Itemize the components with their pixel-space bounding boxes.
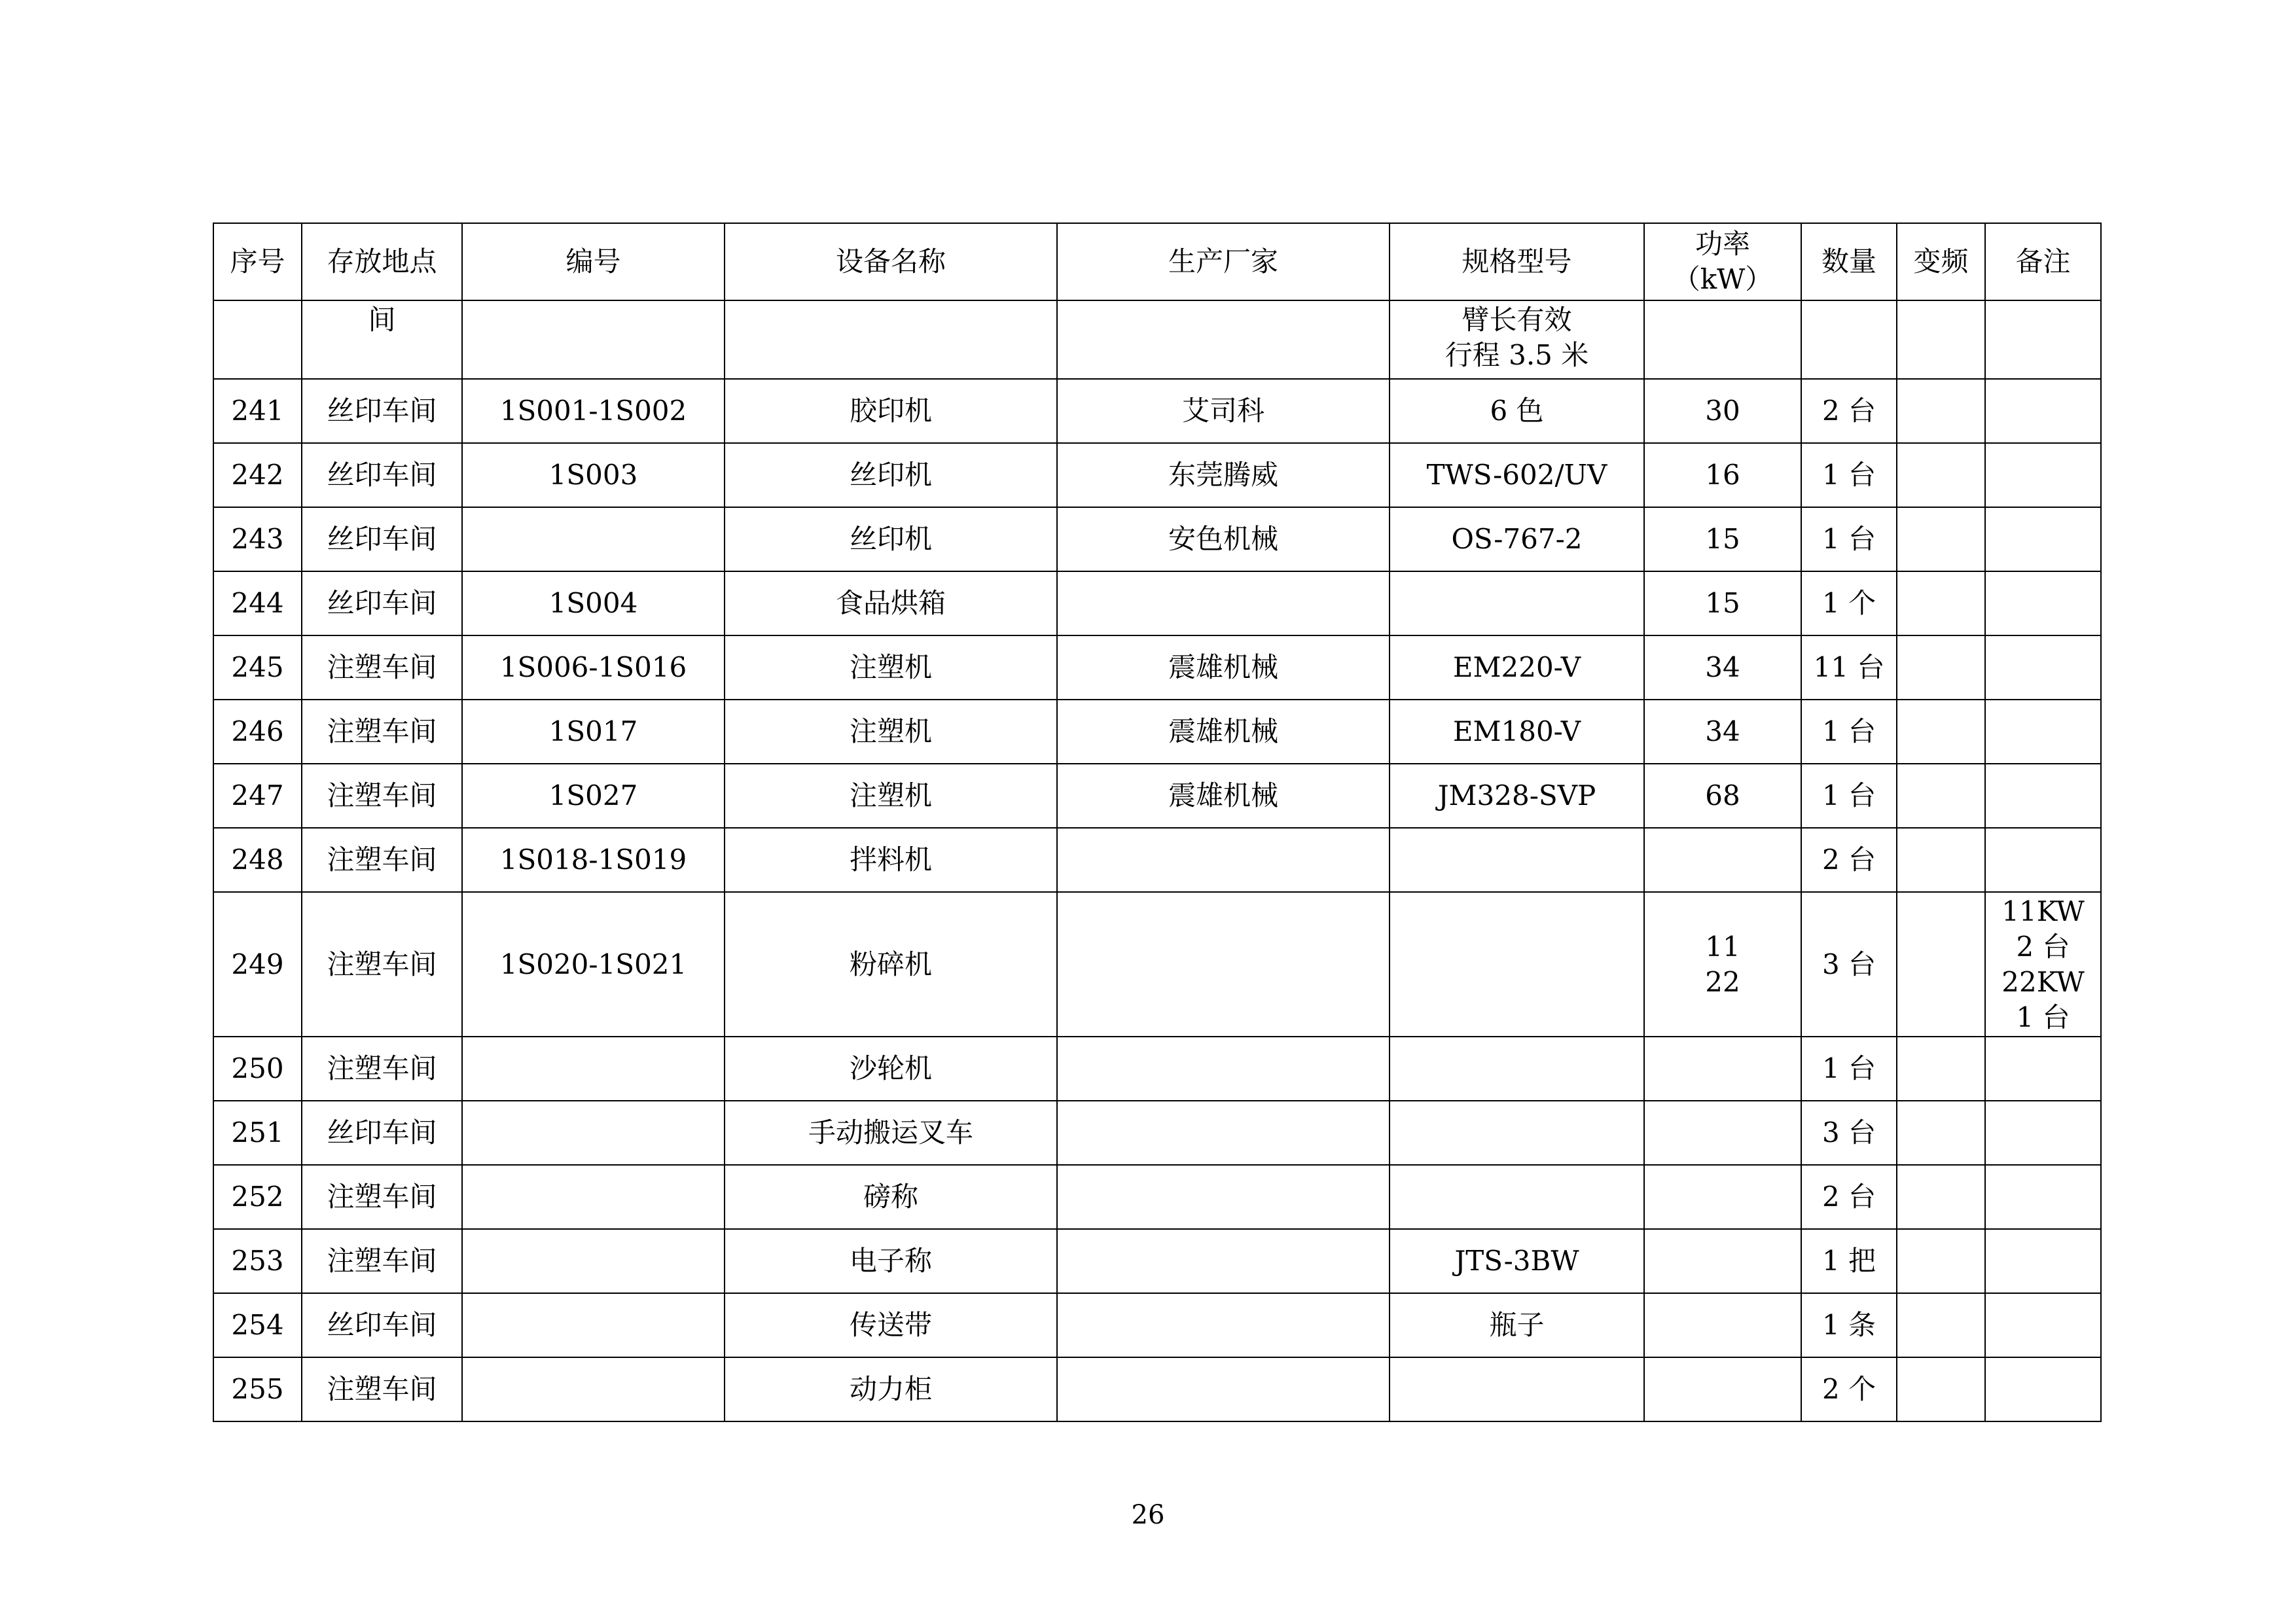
- cell-code: 1S017: [462, 700, 725, 764]
- cell-no: [213, 300, 302, 379]
- cell-no: 242: [213, 443, 302, 507]
- cell-no: 251: [213, 1101, 302, 1165]
- cell-qty: 1 台: [1801, 507, 1897, 571]
- cell-maker: [1057, 571, 1390, 635]
- header-cell: 规格型号: [1390, 223, 1644, 300]
- table-row: [213, 700, 2101, 764]
- table-row: [213, 828, 2101, 892]
- cell-code: [462, 1037, 725, 1101]
- cell-power: 16: [1644, 443, 1801, 507]
- cell-remark: [1985, 379, 2101, 443]
- cell-name: 手动搬运叉车: [725, 1101, 1057, 1165]
- cell-no: 241: [213, 379, 302, 443]
- cell-code: [462, 1293, 725, 1357]
- cell-name: 食品烘箱: [725, 571, 1057, 635]
- cell-maker: [1057, 1357, 1390, 1421]
- cell-qty: 1 台: [1801, 700, 1897, 764]
- cell-location: 丝印车间: [302, 1101, 462, 1165]
- cell-name: 胶印机: [725, 379, 1057, 443]
- page-number: 26: [1131, 1500, 1165, 1530]
- cell-maker: [1057, 892, 1390, 1037]
- cell-remark: [1985, 300, 2101, 379]
- cell-power: 11 22: [1644, 892, 1801, 1037]
- cell-no: 254: [213, 1293, 302, 1357]
- cell-power: [1644, 1357, 1801, 1421]
- cell-power: [1644, 1229, 1801, 1293]
- cell-no: 252: [213, 1165, 302, 1229]
- cell-power: 34: [1644, 700, 1801, 764]
- table-row: [213, 764, 2101, 828]
- cell-no: 253: [213, 1229, 302, 1293]
- cell-location: 注塑车间: [302, 1165, 462, 1229]
- cell-qty: 1 台: [1801, 443, 1897, 507]
- cell-maker: [1057, 1037, 1390, 1101]
- cell-location: 注塑车间: [302, 828, 462, 892]
- header-cell: 存放地点: [302, 223, 462, 300]
- cell-maker: 震雄机械: [1057, 635, 1390, 700]
- cell-qty: 2 台: [1801, 379, 1897, 443]
- table-row: [213, 507, 2101, 571]
- cell-code: [462, 507, 725, 571]
- cell-remark: [1985, 443, 2101, 507]
- table-row: [213, 1293, 2101, 1357]
- cell-name: 动力柜: [725, 1357, 1057, 1421]
- cell-maker: [1057, 828, 1390, 892]
- cell-vfd: [1897, 1357, 1985, 1421]
- cell-spec: EM220-V: [1390, 635, 1644, 700]
- cell-remark: [1985, 764, 2101, 828]
- cell-location: 丝印车间: [302, 443, 462, 507]
- cell-qty: 1 台: [1801, 764, 1897, 828]
- cell-location: 注塑车间: [302, 1357, 462, 1421]
- header-cell: 设备名称: [725, 223, 1057, 300]
- cell-vfd: [1897, 1037, 1985, 1101]
- cell-vfd: [1897, 571, 1985, 635]
- cell-spec: JTS-3BW: [1390, 1229, 1644, 1293]
- cell-spec: 臂长有效 行程 3.5 米: [1390, 300, 1644, 379]
- table-row: [213, 1357, 2101, 1421]
- cell-no: 247: [213, 764, 302, 828]
- cell-name: 电子称: [725, 1229, 1057, 1293]
- cell-maker: 安色机械: [1057, 507, 1390, 571]
- cell-power: [1644, 1037, 1801, 1101]
- cell-vfd: [1897, 700, 1985, 764]
- cell-code: 1S001-1S002: [462, 379, 725, 443]
- cell-maker: [1057, 1293, 1390, 1357]
- cell-location: 丝印车间: [302, 1293, 462, 1357]
- cell-code: 1S003: [462, 443, 725, 507]
- cell-vfd: [1897, 635, 1985, 700]
- cell-vfd: [1897, 379, 1985, 443]
- cell-remark: [1985, 1229, 2101, 1293]
- cell-power: [1644, 1293, 1801, 1357]
- cell-name: 丝印机: [725, 443, 1057, 507]
- cell-vfd: [1897, 443, 1985, 507]
- cell-qty: 2 个: [1801, 1357, 1897, 1421]
- cell-remark: [1985, 635, 2101, 700]
- cell-no: 255: [213, 1357, 302, 1421]
- cell-spec: [1390, 1165, 1644, 1229]
- cell-location: 间: [302, 300, 462, 379]
- cell-no: 243: [213, 507, 302, 571]
- cell-remark: [1985, 571, 2101, 635]
- table-row: [213, 571, 2101, 635]
- header-cell: 序号: [213, 223, 302, 300]
- cell-qty: 3 台: [1801, 892, 1897, 1037]
- cell-spec: [1390, 571, 1644, 635]
- header-cell: 生产厂家: [1057, 223, 1390, 300]
- cell-location: 注塑车间: [302, 764, 462, 828]
- cell-power: [1644, 1101, 1801, 1165]
- cell-name: 丝印机: [725, 507, 1057, 571]
- cell-maker: [1057, 300, 1390, 379]
- cell-no: 249: [213, 892, 302, 1037]
- cell-code: [462, 1101, 725, 1165]
- cell-code: [462, 1229, 725, 1293]
- cell-name: 拌料机: [725, 828, 1057, 892]
- cell-qty: 1 条: [1801, 1293, 1897, 1357]
- cell-name: 注塑机: [725, 700, 1057, 764]
- cell-code: 1S027: [462, 764, 725, 828]
- cell-spec: [1390, 1357, 1644, 1421]
- cell-spec: 瓶子: [1390, 1293, 1644, 1357]
- cell-power: 68: [1644, 764, 1801, 828]
- cell-maker: 震雄机械: [1057, 764, 1390, 828]
- cell-code: 1S006-1S016: [462, 635, 725, 700]
- header-cell: 功率 （kW）: [1644, 223, 1801, 300]
- cell-maker: 震雄机械: [1057, 700, 1390, 764]
- cell-vfd: [1897, 764, 1985, 828]
- cell-spec: TWS-602/UV: [1390, 443, 1644, 507]
- table-header-row: [213, 223, 2101, 300]
- cell-qty: 11 台: [1801, 635, 1897, 700]
- cell-maker: [1057, 1165, 1390, 1229]
- cell-code: 1S018-1S019: [462, 828, 725, 892]
- table-row-continuation: [213, 300, 2101, 379]
- cell-qty: 1 个: [1801, 571, 1897, 635]
- cell-location: 丝印车间: [302, 379, 462, 443]
- cell-remark: [1985, 1357, 2101, 1421]
- cell-maker: [1057, 1229, 1390, 1293]
- cell-spec: [1390, 1101, 1644, 1165]
- cell-remark: [1985, 1101, 2101, 1165]
- cell-remark: [1985, 828, 2101, 892]
- cell-name: 粉碎机: [725, 892, 1057, 1037]
- cell-vfd: [1897, 507, 1985, 571]
- cell-location: 注塑车间: [302, 892, 462, 1037]
- cell-remark: 11KW 2 台 22KW 1 台: [1985, 892, 2101, 1037]
- cell-spec: [1390, 828, 1644, 892]
- cell-vfd: [1897, 1229, 1985, 1293]
- cell-name: 磅称: [725, 1165, 1057, 1229]
- cell-location: 注塑车间: [302, 635, 462, 700]
- table-row: [213, 1229, 2101, 1293]
- cell-spec: EM180-V: [1390, 700, 1644, 764]
- header-cell: 备注: [1985, 223, 2101, 300]
- cell-no: 248: [213, 828, 302, 892]
- cell-vfd: [1897, 892, 1985, 1037]
- table-row: [213, 1037, 2101, 1101]
- cell-power: [1644, 300, 1801, 379]
- cell-code: 1S020-1S021: [462, 892, 725, 1037]
- cell-no: 244: [213, 571, 302, 635]
- cell-maker: 东莞腾威: [1057, 443, 1390, 507]
- cell-no: 245: [213, 635, 302, 700]
- cell-maker: 艾司科: [1057, 379, 1390, 443]
- header-cell: 编号: [462, 223, 725, 300]
- cell-location: 丝印车间: [302, 571, 462, 635]
- table-row: [213, 1165, 2101, 1229]
- cell-name: [725, 300, 1057, 379]
- cell-vfd: [1897, 300, 1985, 379]
- cell-spec: OS-767-2: [1390, 507, 1644, 571]
- cell-power: 15: [1644, 507, 1801, 571]
- cell-code: [462, 1165, 725, 1229]
- table-row: [213, 635, 2101, 700]
- cell-vfd: [1897, 1101, 1985, 1165]
- table-row: [213, 379, 2101, 443]
- cell-location: 注塑车间: [302, 1229, 462, 1293]
- cell-qty: 1 把: [1801, 1229, 1897, 1293]
- cell-spec: JM328-SVP: [1390, 764, 1644, 828]
- cell-power: [1644, 1165, 1801, 1229]
- cell-no: 250: [213, 1037, 302, 1101]
- cell-spec: [1390, 1037, 1644, 1101]
- cell-remark: [1985, 1293, 2101, 1357]
- table-body: [213, 300, 2101, 1421]
- cell-name: 沙轮机: [725, 1037, 1057, 1101]
- table-row: [213, 1101, 2101, 1165]
- cell-spec: 6 色: [1390, 379, 1644, 443]
- cell-location: 丝印车间: [302, 507, 462, 571]
- cell-qty: 2 台: [1801, 1165, 1897, 1229]
- cell-remark: [1985, 700, 2101, 764]
- cell-power: [1644, 828, 1801, 892]
- cell-name: 注塑机: [725, 764, 1057, 828]
- cell-remark: [1985, 1165, 2101, 1229]
- cell-name: 注塑机: [725, 635, 1057, 700]
- table-row: [213, 443, 2101, 507]
- cell-vfd: [1897, 828, 1985, 892]
- table-row: [213, 892, 2101, 1037]
- cell-power: 15: [1644, 571, 1801, 635]
- cell-qty: 1 台: [1801, 1037, 1897, 1101]
- cell-name: 传送带: [725, 1293, 1057, 1357]
- header-cell: 变频: [1897, 223, 1985, 300]
- equipment-table: [213, 223, 2102, 1422]
- cell-qty: [1801, 300, 1897, 379]
- cell-code: [462, 300, 725, 379]
- cell-power: 34: [1644, 635, 1801, 700]
- header-cell: 数量: [1801, 223, 1897, 300]
- cell-qty: 3 台: [1801, 1101, 1897, 1165]
- cell-no: 246: [213, 700, 302, 764]
- cell-qty: 2 台: [1801, 828, 1897, 892]
- cell-location: 注塑车间: [302, 700, 462, 764]
- cell-code: [462, 1357, 725, 1421]
- cell-remark: [1985, 1037, 2101, 1101]
- cell-code: 1S004: [462, 571, 725, 635]
- cell-power: 30: [1644, 379, 1801, 443]
- cell-location: 注塑车间: [302, 1037, 462, 1101]
- cell-spec: [1390, 892, 1644, 1037]
- cell-vfd: [1897, 1165, 1985, 1229]
- cell-remark: [1985, 507, 2101, 571]
- cell-vfd: [1897, 1293, 1985, 1357]
- cell-maker: [1057, 1101, 1390, 1165]
